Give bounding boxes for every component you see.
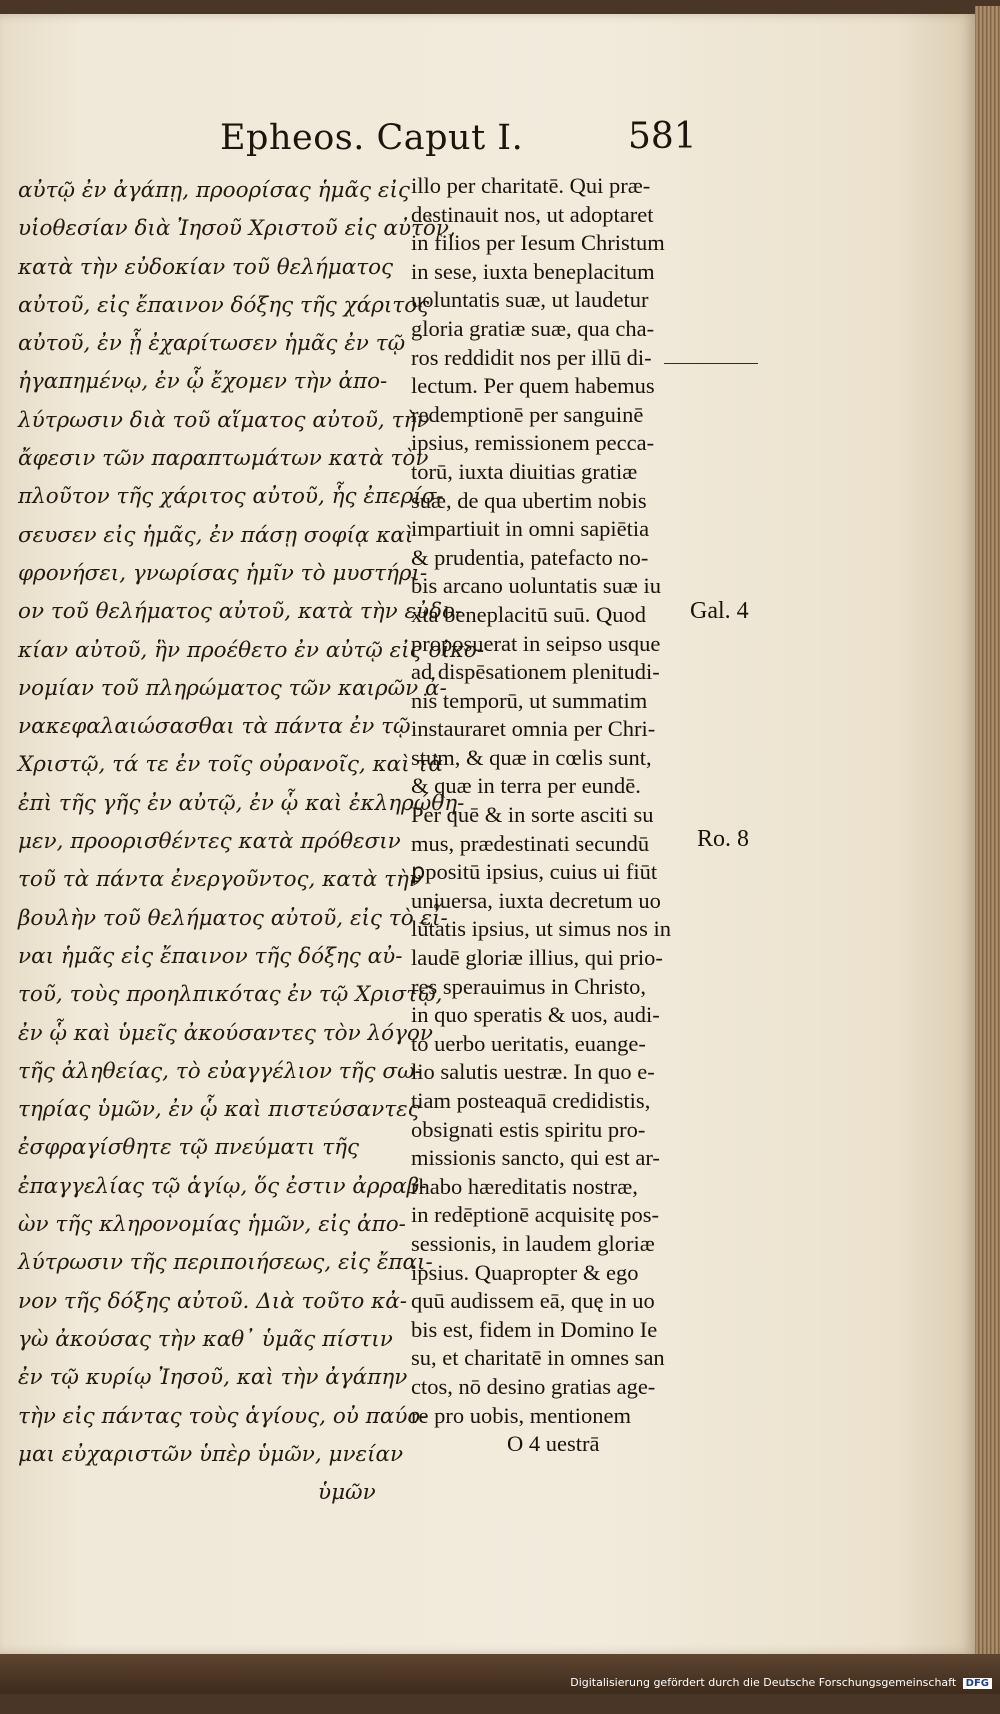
digitization-footer [0,1676,1000,1689]
greek-line: λύτρωσιν διὰ τοῦ αἵματος αὐτοῦ, τὴν [18,407,430,433]
latin-line: ad dispēsationem plenitudi- [411,659,660,685]
latin-line: missionis sancto, qui est ar- [411,1145,660,1171]
book-fore-edge [975,6,1000,1666]
latin-line: & prudentia, patefacto no- [411,544,649,570]
latin-line: in filios per Iesum Christum [411,230,665,256]
greek-line: ἐπὶ τῆς γῆς ἐν αὐτῷ, ἐν ᾧ καὶ ἐκληρώθη- [18,790,465,816]
greek-line: υἱοθεσίαν διὰ Ἰησοῦ Χριστοῦ εἰς αὐτὸν, [18,216,456,242]
greek-line: φρονήσει, γνωρίσας ἡμῖν τὸ μυστήρι- [18,560,428,586]
greek-line: ἐν ᾧ καὶ ὑμεῖς ἀκούσαντες τὸν λόγον [18,1020,433,1046]
greek-line: νον τῆς δόξης αὐτοῦ. Διὰ τοῦτο κἀ- [18,1288,407,1314]
greek-line: τὴν εἰς πάντας τοὺς ἁγίους, οὐ παύο- [18,1403,428,1429]
latin-line: lūtatis ipsius, ut simus nos in [411,916,672,942]
greek-line: νομίαν τοῦ πληρώματος τῶν καιρῶν ἀ- [18,675,447,701]
greek-line: ἄφεσιν τῶν παραπτωμάτων κατὰ τὸν [18,446,429,472]
latin-line: bis arcano uoluntatis suæ iu [411,573,661,599]
latin-line: su, et charitatē in omnes san [411,1345,665,1371]
greek-line: αὐτοῦ, εἰς ἔπαινον δόξης τῆς χάριτος [18,292,430,318]
greek-text-column [18,172,485,1512]
greek-line: ἐσφραγίσθητε τῷ πνεύματι τῆς [18,1135,360,1161]
footer-text: Digitalisierung gefördert durch die Deutsche Forschungsgemeinschaft [570,1676,957,1689]
latin-line: gloria gratiæ suæ, qua cha- [411,315,655,341]
greek-line: ὼν τῆς κληρονομίας ἡμῶν, εἰς ἀπο- [18,1212,406,1238]
greek-line: ἐπαγγελίας τῷ ἁγίῳ, ὅς ἐστιν ἀρραβ- [18,1173,427,1199]
greek-line: ὑμῶν [318,1480,376,1506]
latin-line: & quæ in terra per eundē. [411,773,641,799]
latin-line: re pro uobis, mentionem [411,1402,631,1428]
greek-line: κίαν αὐτοῦ, ἣν προέθετο ἐν αὐτῷ εἰς οἰκο- [18,637,485,663]
latin-line: rhabo hæreditatis nostræ, [411,1173,638,1199]
latin-line: ipsius, remissionem pecca- [411,430,655,456]
dfg-logo: DFG [963,1678,992,1689]
latin-line: in redēptionē acquisitę pos- [411,1202,660,1228]
latin-line: destinauit nos, ut adoptaret [411,201,654,227]
latin-line: bis est, fidem in Domino Ie [411,1316,658,1342]
latin-line: Per quē & in sorte asciti su [411,802,654,828]
latin-line: laudē gloriæ illius, qui prio- [411,945,663,971]
latin-line: obsignati estis spiritu pro- [411,1116,646,1142]
latin-line: ipsius. Quapropter & ego [411,1259,639,1285]
latin-line: lio salutis uestræ. In quo e- [411,1059,655,1085]
greek-line: σευσεν εἰς ἡμᾶς, ἐν πάσῃ σοφίᾳ καὶ [18,522,414,548]
latin-text-column [411,172,711,1459]
greek-line: ἠγαπημένῳ, ἐν ᾧ ἔχομεν τὴν ἀπο- [18,369,388,395]
greek-line: τοῦ τὰ πάντα ἐνεργοῦντος, κατὰ τὴν [18,867,422,893]
greek-line: Χριστῷ, τά τε ἐν τοῖς οὐρανοῖς, καὶ τὰ [18,752,443,778]
greek-line: ον τοῦ θελήματος αὐτοῦ, κατὰ τὴν εὐδο- [18,599,463,625]
latin-line: xta beneplacitū suū. Quod [411,601,646,627]
latin-line: uoluntatis suæ, ut laudetur [411,287,649,313]
greek-line: λύτρωσιν τῆς περιποιήσεως, εἰς ἔπαι- [18,1250,433,1276]
latin-line: illo per charitatē. Qui præ- [411,173,651,198]
latin-line: lectum. Per quem habemus [411,373,655,399]
latin-line: O 4 uestrā [507,1431,600,1457]
greek-line: μεν, προορισθέντες κατὰ πρόθεσιν [18,829,401,855]
greek-line: κατὰ τὴν εὐδοκίαν τοῦ θελήματος [18,254,394,280]
greek-line: αὐτοῦ, ἐν ᾗ ἐχαρίτωσεν ἡμᾶς ἐν τῷ [18,331,406,357]
latin-line: nis temporū, ut summatim [411,687,648,713]
latin-line: in quo speratis & uos, audi- [411,1002,660,1028]
latin-line: instauraret omnia per Chri- [411,716,656,742]
greek-line: τηρίας ὑμῶν, ἐν ᾧ καὶ πιστεύσαντες [18,1097,420,1123]
latin-line: quū audissem eā, quę in uo [411,1288,655,1314]
latin-line: tiam posteaquā credidistis, [411,1088,651,1113]
greek-line: τῆς ἀληθείας, τὸ εὐαγγέλιον τῆς σω- [18,1058,422,1084]
running-head: Epheos. Caput I. [220,118,524,158]
latin-line: impartiuit in omni sapiētia [411,516,650,542]
greek-line: πλοῦτον τῆς χάριτος αὐτοῦ, ἧς ἐπερίσ- [18,484,444,510]
greek-line: βουλὴν τοῦ θελήματος αὐτοῦ, εἰς τὸ εἶ- [18,905,448,931]
folio-number: 581 [628,116,697,157]
latin-line: redemptionē per sanguinē [411,401,644,427]
greek-line: μαι εὐχαριστῶν ὑπὲρ ὑμῶν, μνείαν [18,1441,404,1467]
latin-line: suæ, de qua ubertim nobis [411,487,647,513]
latin-line: in sese, iuxta beneplacitum [411,258,655,284]
latin-line: uniuersa, iuxta decretum uo [411,887,661,913]
greek-line: αὐτῷ ἐν ἀγάπῃ, προορίσας ἡμᾶς εἰς [18,178,410,203]
greek-line: τοῦ, τοὺς προηλπικότας ἐν τῷ Χριστῷ, [18,982,443,1008]
greek-line: γὼ ἀκούσας τὴν καθ᾽ ὑμᾶς πίστιν [18,1326,393,1352]
latin-line: sessionis, in laudem gloriæ [411,1230,655,1256]
latin-line: ꝑpositū ipsius, cuius ui fiūt [411,859,658,885]
latin-line: ros reddidit nos per illū di- [411,344,652,370]
margin-note-gal: Gal. 4 [690,598,749,624]
latin-line: proposuerat in seipso usque [411,630,661,656]
latin-line: stum, & quæ in cœlis sunt, [411,744,652,770]
greek-line: νακεφαλαιώσασθαι τὰ πάντα ἐν τῷ [18,714,411,740]
margin-note-ro: Ro. 8 [697,826,750,852]
marginal-rule [664,363,758,364]
latin-line: ctos, nō desino gratias age- [411,1373,656,1399]
greek-line: ἐν τῷ κυρίῳ Ἰησοῦ, καὶ τὴν ἀγάπην [18,1365,408,1391]
latin-line: torū, iuxta diuitias gratiæ [411,458,638,484]
latin-line: to uerbo ueritatis, euange- [411,1030,646,1056]
latin-line: mus, prædestinati secundū [411,830,650,856]
latin-line: res sperauimus in Christo, [411,973,646,999]
greek-line: ναι ἡμᾶς εἰς ἔπαινον τῆς δόξης αὐ- [18,943,403,969]
